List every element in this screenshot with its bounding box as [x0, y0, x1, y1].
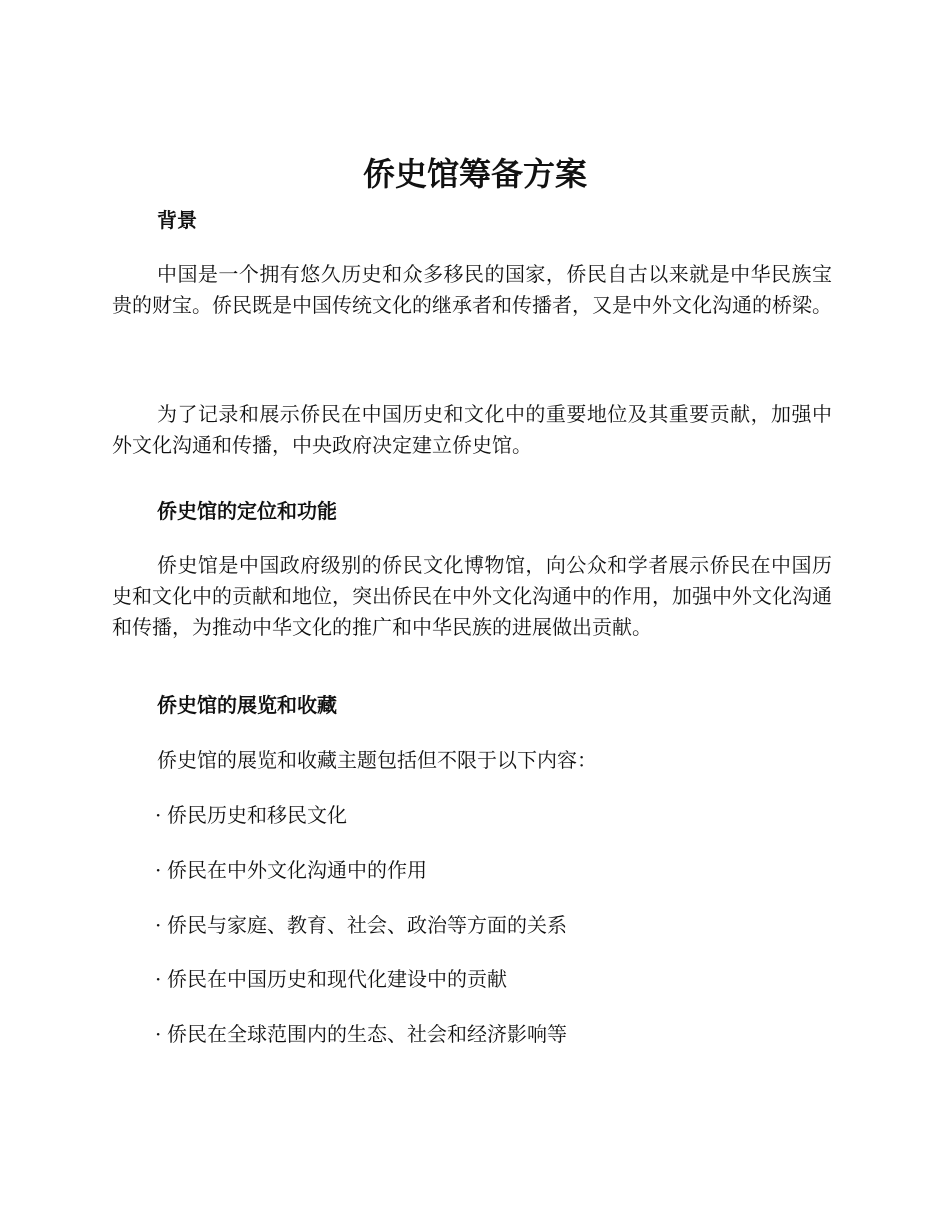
section-heading-exhibitions: 侨史馆的展览和收藏 [157, 693, 337, 717]
exhibitions-intro: 侨史馆的展览和收藏主题包括但不限于以下内容： [157, 748, 597, 772]
list-item [155, 856, 427, 884]
bullet-icon: · [155, 1022, 162, 1046]
section-heading-positioning: 侨史馆的定位和功能 [157, 499, 337, 523]
list-item-text: 侨民与家庭、教育、社会、政治等方面的关系 [167, 913, 567, 937]
bullet-icon: · [155, 967, 162, 991]
list-item [155, 965, 507, 993]
list-item-text: 侨民在中外文化沟通中的作用 [167, 858, 427, 882]
background-paragraph-1: 中国是一个拥有悠久历史和众多移民的国家，侨民自古以来就是中华民族宝贵的财宝。侨民既是中国传统文化的继承者和传播者，又是中外文化沟通的桥梁。 [112, 262, 832, 317]
list-item-text: 侨民在全球范围内的生态、社会和经济影响等 [167, 1022, 567, 1046]
bullet-icon: · [155, 913, 162, 937]
list-item [155, 911, 567, 939]
section-heading-background: 背景 [157, 208, 197, 232]
document-title: 侨史馆筹备方案 [362, 155, 587, 193]
list-item-text: 侨民历史和移民文化 [167, 803, 347, 827]
list-item [155, 801, 347, 829]
list-item-text: 侨民在中国历史和现代化建设中的贡献 [167, 967, 507, 991]
positioning-paragraph: 侨史馆是中国政府级别的侨民文化博物馆，向公众和学者展示侨民在中国历史和文化中的贡献和地位，突出侨民在中外文化沟通中的作用，加强中外文化沟通和传播，为推动中华文化的推广和中华民族的进展做出贡献。 [112, 553, 832, 639]
bullet-icon: · [155, 803, 162, 827]
bullet-icon: · [155, 858, 162, 882]
list-item [155, 1020, 567, 1048]
background-paragraph-2: 为了记录和展示侨民在中国历史和文化中的重要地位及其重要贡献，加强中外文化沟通和传播，中央政府决定建立侨史馆。 [112, 402, 832, 457]
